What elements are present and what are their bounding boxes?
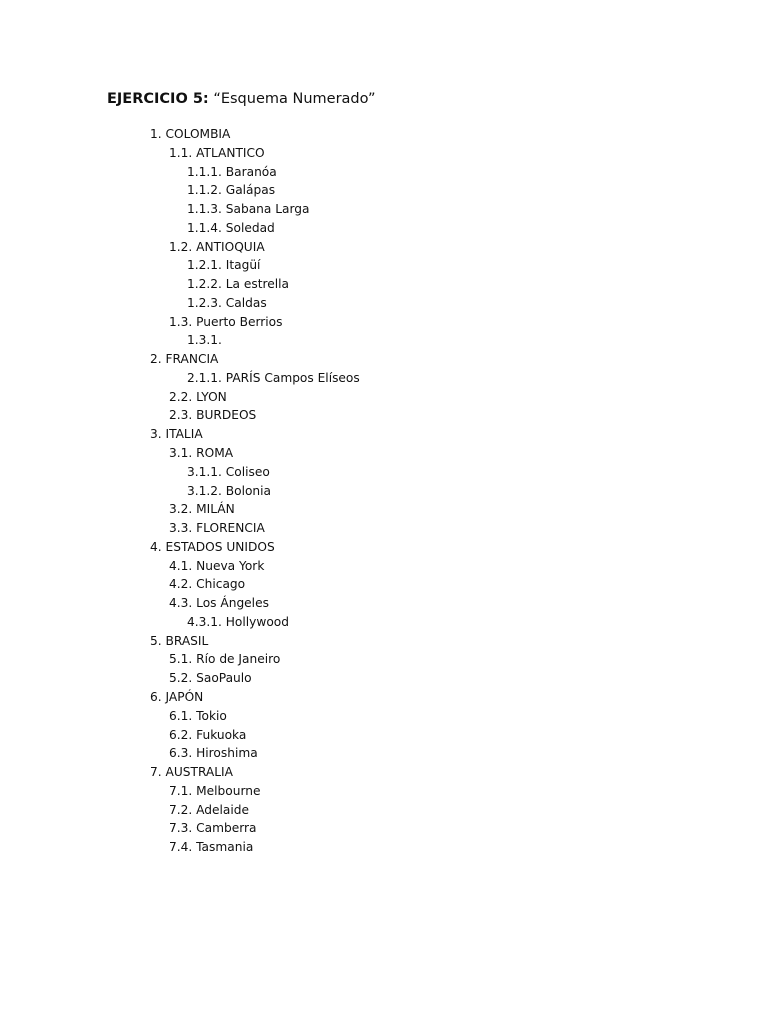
outline-item-level-2: 3.2. MILÁN [169, 502, 235, 517]
outline-item-level-2: 1.2. ANTIOQUIA [169, 239, 265, 254]
outline-item-level-3: 1.2.3. Caldas [187, 295, 267, 310]
outline-item-level-2: 6.1. Tokio [169, 708, 227, 723]
outline-item-level-2: 5.1. Río de Janeiro [169, 652, 281, 667]
outline-item-level-1: 4. ESTADOS UNIDOS [150, 539, 275, 554]
outline-item-level-1: 2. FRANCIA [150, 352, 219, 367]
outline-item-level-2: 7.2. Adelaide [169, 802, 249, 817]
outline-item-level-1: 6. JAPÓN [150, 689, 204, 704]
outline-item-level-2: 3.3. FLORENCIA [169, 521, 265, 536]
outline-item-level-2: 4.2. Chicago [169, 577, 246, 592]
outline-item-level-3: 1.2.2. La estrella [187, 277, 289, 292]
exercise-title-name: “Esquema Numerado” [208, 91, 376, 107]
outline-item-level-2: 2.2. LYON [169, 389, 227, 404]
outline-item-level-3: 2.1.1. PARÍS Campos Elíseos [187, 370, 360, 385]
outline-item-level-2: 1.1. ATLANTICO [169, 145, 265, 160]
exercise-title-label: EJERCICIO 5: [107, 91, 209, 107]
outline-item-level-3: 1.3.1. [187, 333, 222, 348]
outline-item-level-2: 6.2. Fukuoka [169, 727, 247, 742]
outline-item-level-3: 1.1.1. Baranóa [187, 164, 277, 179]
outline-item-level-2: 5.2. SaoPaulo [169, 671, 252, 686]
outline-item-level-1: 5. BRASIL [150, 633, 209, 648]
numbered-outline [0, 125, 360, 857]
outline-item-level-3: 4.3.1. Hollywood [187, 614, 289, 629]
outline-item-level-2: 1.3. Puerto Berrios [169, 314, 283, 329]
outline-item-level-3: 1.1.2. Galápas [187, 183, 276, 198]
outline-item-level-2: 7.1. Melbourne [169, 783, 261, 798]
outline-item-level-2: 7.4. Tasmania [169, 840, 254, 855]
outline-item-level-3: 1.2.1. Itagüí [187, 258, 261, 273]
outline-item-level-1: 1. COLOMBIA [150, 127, 231, 141]
outline-item-level-1: 7. AUSTRALIA [150, 765, 233, 780]
outline-item-level-2: 2.3. BURDEOS [169, 408, 257, 423]
outline-item-level-3: 3.1.1. Coliseo [187, 464, 270, 479]
outline-item-level-2: 4.3. Los Ángeles [169, 596, 269, 611]
outline-item-level-2: 4.1. Nueva York [169, 558, 265, 573]
outline-item-level-2: 7.3. Camberra [169, 821, 257, 836]
outline-item-level-3: 1.1.4. Soledad [187, 220, 275, 235]
outline-item-level-2: 6.3. Hiroshima [169, 746, 258, 761]
exercise-title [107, 89, 376, 109]
outline-item-level-3: 1.1.3. Sabana Larga [187, 202, 310, 217]
outline-item-level-1: 3. ITALIA [150, 427, 203, 442]
outline-item-level-3: 3.1.2. Bolonia [187, 483, 271, 498]
outline-item-level-2: 3.1. ROMA [169, 446, 234, 461]
